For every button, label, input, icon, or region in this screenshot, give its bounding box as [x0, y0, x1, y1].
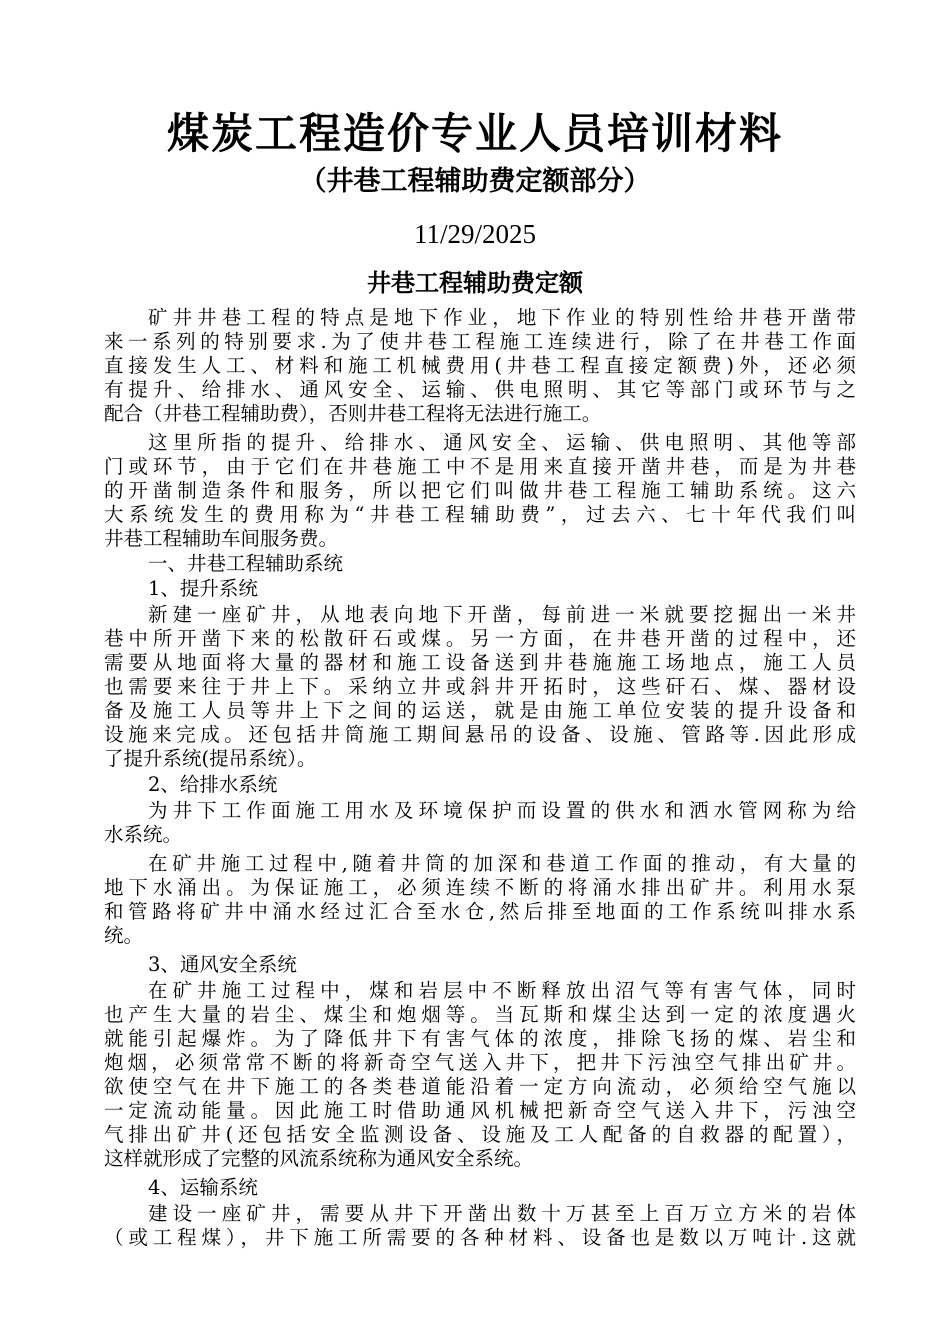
document-date: 11/29/2025 [413, 219, 536, 249]
subsection-heading: 4、运输系统 [148, 1176, 258, 1199]
section-title: 井巷工程辅助费定额 [367, 268, 583, 297]
text-line: 和管路将矿井中涌水经过汇合至水仓,然后排至地面的工作系统叫排水系 [104, 900, 856, 923]
document-title: 煤炭工程造价专业人员培训材料 [166, 109, 783, 158]
text-line: 一定流动能量。因此施工时借助通风机械把新奇空气送入井下，污浊空 [104, 1099, 856, 1122]
text-line: 欲使空气在井下施工的各类巷道能沿着一定方向流动，必须给空气施以 [104, 1075, 856, 1098]
section-heading: 一、井巷工程辅助系统 [148, 552, 344, 575]
subsection-heading: 2、给排水系统 [148, 773, 278, 796]
document-subtitle: （井巷工程辅助费定额部分） [299, 166, 651, 197]
text-line: 就能引起爆炸。为了降低井下有害气体的浓度，排除飞扬的煤、岩尘和 [104, 1027, 856, 1050]
text-line: 为井下工作面施工用水及环境保护而设置的供水和洒水管网称为给 [148, 799, 856, 822]
text-line: 也产生大量的岩尘、煤尘和炮烟等。当瓦斯和煤尘达到一定的浓度遇火 [104, 1003, 856, 1026]
subsection-heading: 1、提升系统 [148, 577, 258, 600]
text-line: 配合（井巷工程辅助费），否则井巷工程将无法进行施工。 [104, 402, 602, 425]
text-line: 的开凿制造条件和服务，所以把它们叫做井巷工程施工辅助系统。这六 [104, 479, 856, 502]
text-line: 矿井井巷工程的特点是地下作业，地下作业的特别性给井巷开凿带 [148, 306, 856, 329]
text-line: 炮烟，必须常常不断的将新奇空气送入井下，把井下污浊空气排出矿井。 [104, 1051, 856, 1074]
text-line: 这里所指的提升、给排水、通风安全、运输、供电照明、其他等部 [148, 431, 856, 454]
text-line: 气排出矿井(还包括安全监测设备、设施及工人配备的自救器的配置）， [104, 1123, 856, 1146]
text-line: 直接发生人工、材料和施工机械费用(井巷工程直接定额费)外，还必须 [104, 354, 856, 377]
text-line: 在矿井施工过程中，煤和岩层中不断释放出沼气等有害气体，同时 [148, 979, 856, 1002]
text-line: 这样就形成了完整的风流系统称为通风安全系统。 [104, 1147, 534, 1170]
text-line: 需要从地面将大量的器材和施工设备送到井巷施施工场地点，施工人员 [104, 651, 856, 674]
text-line: 了提升系统(提吊系统）。 [104, 747, 317, 770]
text-line: 设施来完成。还包括井筒施工期间悬吊的设备、设施、管路等.因此形成 [104, 723, 856, 746]
text-line: 新建一座矿井，从地表向地下开凿，每前进一米就要挖掘出一米井 [148, 603, 856, 626]
text-line: 巷中所开凿下来的松散矸石或煤。另一方面，在井巷开凿的过程中，还 [104, 627, 856, 650]
text-line: 大系统发生的费用称为“井巷工程辅助费”，过去六、七十年代我们叫 [104, 503, 856, 526]
text-line: 有提升、给排水、通风安全、运输、供电照明、其它等部门或环节与之 [104, 378, 856, 401]
text-line: 地下水涌出。为保证施工，必须连续不断的将涌水排出矿井。利用水泵 [104, 876, 856, 899]
text-line: 水系统。 [104, 823, 183, 846]
text-line: 统。 [104, 924, 144, 947]
text-line: 建设一座矿井，需要从井下开凿出数十万甚至上百万立方米的岩体 [148, 1202, 856, 1225]
text-line: （或工程煤），井下施工所需要的各种材料、设备也是数以万吨计.这就 [104, 1226, 856, 1249]
text-line: 门或环节，由于它们在井巷施工中不是用来直接开凿井巷，而是为井巷 [104, 455, 856, 478]
text-line: 来一系列的特别要求.为了使井巷工程施工连续进行，除了在井巷工作面 [104, 330, 856, 353]
text-line: 也需要来往于井上下。采纳立井或斜井开拓时，这些矸石、煤、器材设 [104, 675, 856, 698]
text-line: 井巷工程辅助车间服务费。 [104, 527, 339, 550]
text-line: 备及施工人员等井上下之间的运送，就是由施工单位安装的提升设备和 [104, 699, 856, 722]
text-line: 在矿井施工过程中,随着井筒的加深和巷道工作面的推动，有大量的 [148, 852, 856, 875]
subsection-heading: 3、通风安全系统 [148, 953, 297, 976]
